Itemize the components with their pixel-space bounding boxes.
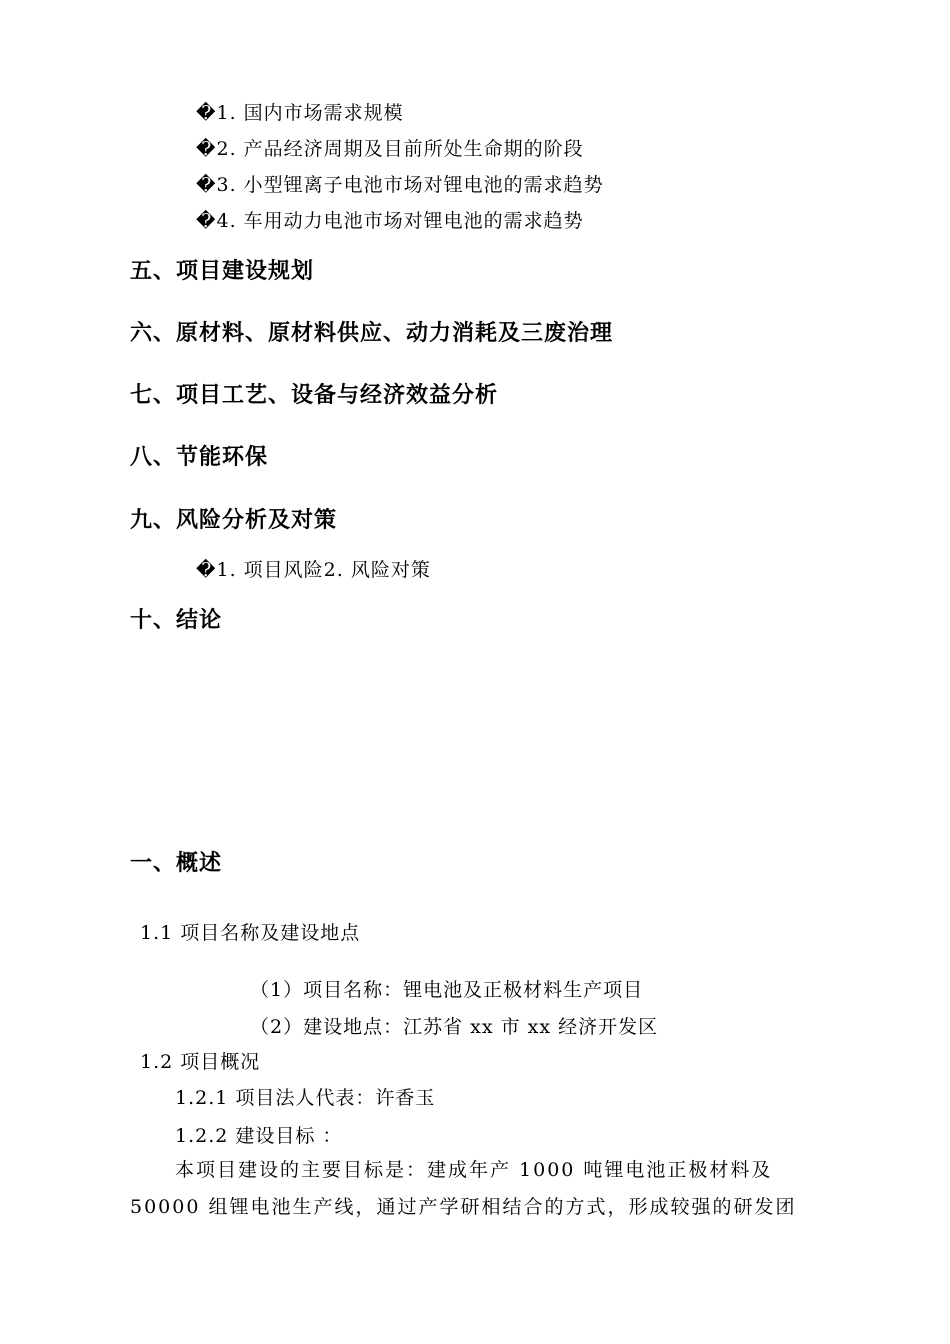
paragraph-line-2: 50000 组锂电池生产线，通过产学研相结合的方式，形成较强的研发团 (130, 1196, 797, 1218)
section-1-2-title: 1.2 项目概况 (140, 1051, 261, 1073)
project-name-item: （1）项目名称：锂电池及正极材料生产项目 (250, 979, 644, 1001)
section-1-1-title: 1.1 项目名称及建设地点 (140, 922, 361, 944)
toc-sub-items-9: �1. 项目风险2. 风险对策 (196, 559, 431, 581)
toc-sub-item-4-4: �4. 车用动力电池市场对锂电池的需求趋势 (196, 210, 584, 232)
toc-heading-5: 五、项目建设规划 (130, 259, 315, 284)
project-location-item: （2）建设地点：江苏省 xx 市 xx 经济开发区 (250, 1016, 659, 1038)
toc-heading-7: 七、项目工艺、设备与经济效益分析 (130, 383, 499, 408)
toc-sub-item-4-1: �1. 国内市场需求规模 (196, 102, 404, 124)
toc-sub-item-4-3: �3. 小型锂离子电池市场对锂电池的需求趋势 (196, 174, 604, 196)
toc-heading-9: 九、风险分析及对策 (130, 508, 338, 533)
toc-heading-8: 八、节能环保 (130, 445, 269, 470)
legal-representative: 1.2.1 项目法人代表：许香玉 (175, 1087, 436, 1109)
section-1-heading: 一、概述 (130, 851, 223, 876)
toc-heading-6: 六、原材料、原材料供应、动力消耗及三废治理 (130, 321, 614, 346)
paragraph-line-1: 本项目建设的主要目标是：建成年产 1000 吨锂电池正极材料及 (175, 1159, 773, 1181)
construction-goal-title: 1.2.2 建设目标 ： (175, 1125, 343, 1147)
toc-heading-10: 十、结论 (130, 608, 223, 633)
toc-sub-item-4-2: �2. 产品经济周期及目前所处生命期的阶段 (196, 138, 584, 160)
